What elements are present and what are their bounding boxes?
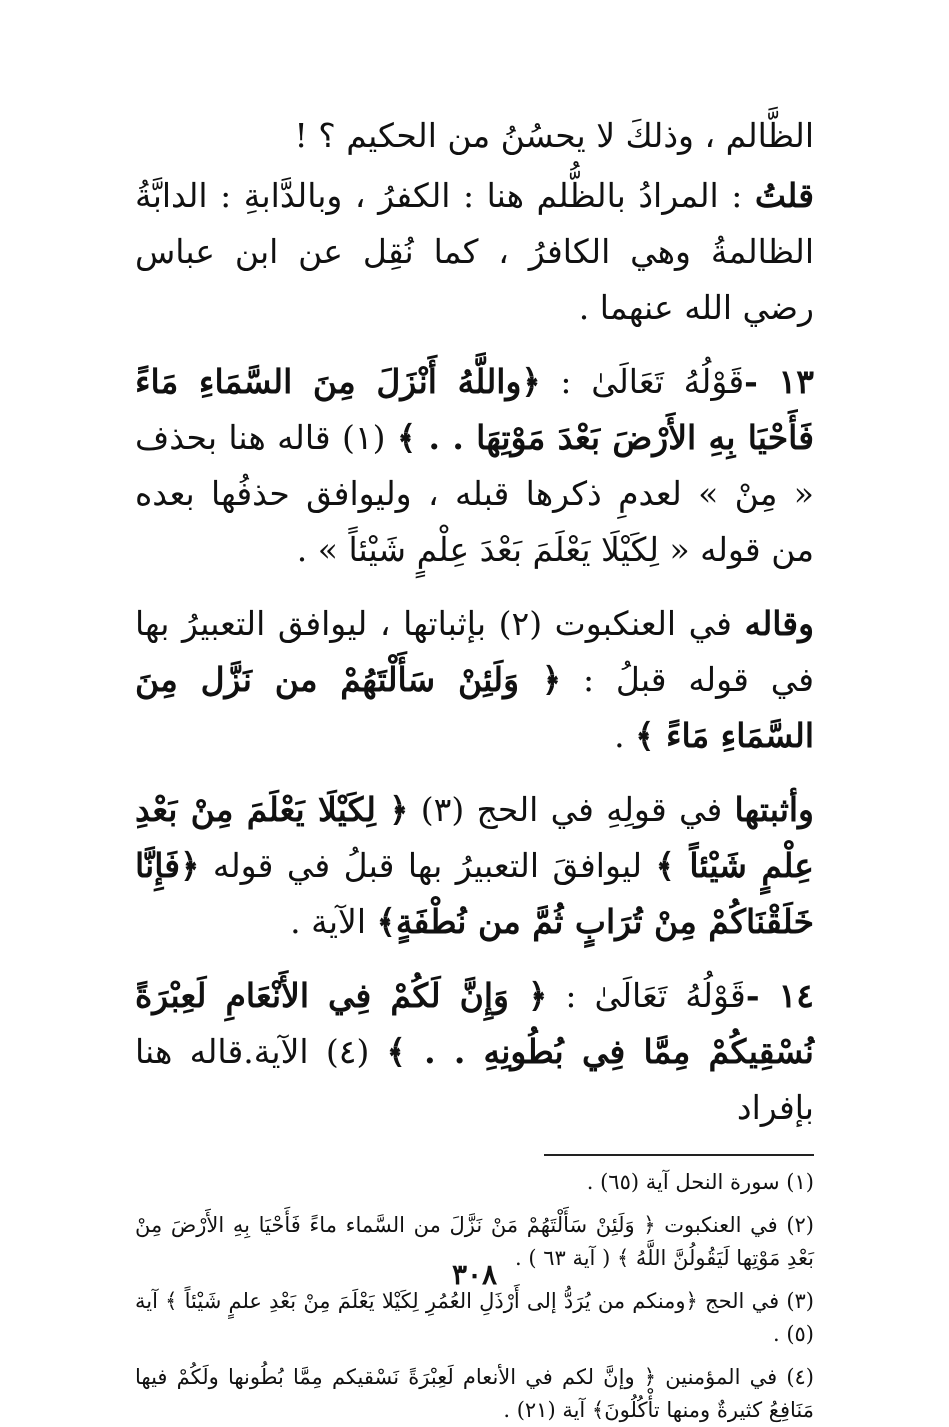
lead-word: وقاله bbox=[744, 604, 815, 643]
footnote-1: (١) سورة النحل آية (٦٥) . bbox=[586, 1170, 814, 1194]
item-number: ١٣ - bbox=[744, 362, 814, 401]
paragraph-5 bbox=[135, 782, 814, 950]
quran-quote: ﴿ وَإِنَّ لَكُمْ فِي الأَنْعَامِ لَعِبْرَةً نُسْقِيكُمْ مِمَّا فِي بُطُونِهِ . . ﴾ bbox=[135, 976, 814, 1071]
text: الآية.قاله هنا بإفراد bbox=[135, 1032, 814, 1127]
footnote-4: (٤) في المؤمنين ﴿ وإنَّ لكم في الأنعام لَعِبْرَةً نَسْقيكم مِمَّا بُطُونها ولَكُمْ فيها مَنَافِعُ كثيرةٌ ومنها تأْكُلُونَ﴾ آية (٢١) . bbox=[135, 1365, 814, 1422]
footnote-ref: (١) bbox=[330, 418, 397, 457]
text: » . bbox=[296, 530, 349, 569]
paragraph-2 bbox=[135, 168, 814, 336]
paragraph-3 bbox=[135, 354, 814, 578]
text: : المرادُ بالظُّلم هنا : الكفرُ ، وبالدَّابةِ : الدابَّةُ الظالمةُ وهي الكافرُ ، كما نُقِل عن ابن عباس رضي الله عنهما . bbox=[135, 176, 814, 327]
lead-word: وأثبتها bbox=[734, 790, 814, 829]
quran-quote: لِكَيْلَا يَعْلَمَ بَعْدَ عِلْمٍ شَيْئاً bbox=[348, 530, 659, 569]
footnote-2: (٢) في العنكبوت ﴿ وَلَئِنْ سَأَلْتَهُمْ مَنْ نَزَّلَ من السَّماء ماءً فَأَحْيَا بِهِ الأَرْضَ مِنْ بَعْدِ مَوْتِها لَيَقُولُنَّ اللَّهُ ﴾ ( آية ٦٣ ) . bbox=[135, 1213, 814, 1270]
heading-phrase: قَوْلُهُ تَعَالَىٰ bbox=[594, 976, 746, 1015]
footnote-3: (٣) في الحج ﴿ومنكم من يُرَدُّ إلى أَرْذَلِ العُمُرِ لِكَيْلا يَعْلَمَ مِنْ بَعْدِ علمٍ شَيْئاً ﴾ آية (٥) . bbox=[135, 1289, 814, 1346]
text: الظَّالم ، وذلكَ لا يحسُنُ من الحكيم ؟ ! bbox=[294, 116, 814, 155]
text: . bbox=[614, 716, 636, 755]
quran-quote: ﴿واللَّهُ أَنْزَلَ مِنَ السَّمَاءِ مَاءً فَأَحْيَا بِهِ الأَرْضَ بَعْدَ مَوْتِهَا . . ﴾ bbox=[135, 362, 814, 457]
quran-quote: ﴿فَإِنَّا خَلَقْنَاكُمْ مِنْ تُرَابٍ ثُمَّ من نُطْفَةٍ﴾ bbox=[135, 846, 814, 941]
text: الآية . bbox=[290, 902, 377, 941]
text: قاله هنا بحذف « مِنْ » لعدمِ ذكرها قبله ، وليوافق حذفُها بعده من قوله « bbox=[135, 418, 814, 569]
footnote-separator bbox=[544, 1154, 814, 1156]
quran-quote: ﴿ وَلَئِنْ سَأَلْتَهُمْ من نَزَّل مِنَ السَّمَاءِ مَاءً ﴾ bbox=[135, 660, 814, 755]
item-number: ١٤ - bbox=[745, 976, 815, 1015]
lead-word: قلتُ bbox=[754, 176, 814, 215]
text: ليوافقَ التعبيرُ بها قبلُ في قوله bbox=[199, 846, 656, 885]
text: في قولِهِ في الحج (٣) bbox=[408, 790, 735, 829]
quran-quote: ﴿ لِكَيْلَا يَعْلَمَ مِنْ بَعْدِ عِلْمٍ شَيْئاً ﴾ bbox=[135, 790, 814, 885]
paragraph-4 bbox=[135, 596, 814, 764]
text: في العنكبوت (٢) بإثباتها ، ليوافق التعبيرُ بها في قوله قبلُ : bbox=[135, 604, 814, 699]
separator: : bbox=[547, 976, 595, 1015]
heading-phrase: قَوْلُهُ تَعَالَىٰ bbox=[591, 362, 745, 401]
page-number: ٣٠٨ bbox=[451, 1258, 498, 1291]
paragraph-6 bbox=[135, 968, 814, 1136]
paragraph-1 bbox=[135, 108, 814, 164]
separator: : bbox=[540, 362, 592, 401]
footnote-ref: (٤) bbox=[308, 1032, 387, 1071]
